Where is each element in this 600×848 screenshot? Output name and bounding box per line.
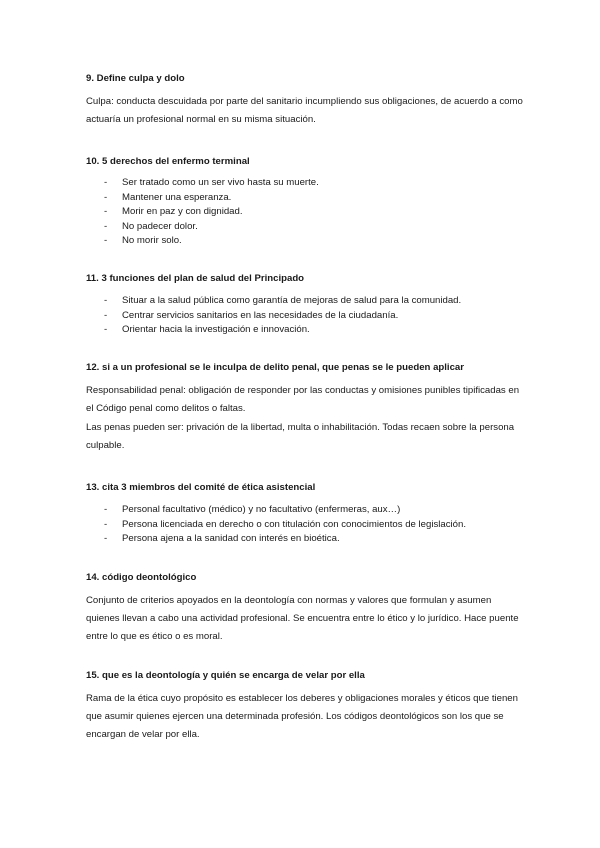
list-dash: -	[104, 518, 108, 530]
list-item	[104, 294, 461, 309]
list-item	[104, 220, 319, 235]
list-dash: -	[104, 324, 108, 336]
list-item-text: Persona ajena a la sanidad con interés en bioética.	[122, 533, 340, 545]
list-item	[104, 309, 461, 324]
heading-11: 11. 3 funciones del plan de salud del Principado	[86, 273, 305, 284]
list-13	[104, 503, 466, 547]
list-10	[104, 176, 319, 249]
list-item-text: Orientar hacia la investigación e innovación.	[122, 324, 310, 336]
paragraph-12-2: Las penas pueden ser: privación de la libertad, multa o inhabilitación. Todas recaen sobre la persona culpable.	[86, 422, 515, 451]
heading-15: 15. que es la deontología y quién se encarga de velar por ella	[86, 670, 365, 681]
list-item	[104, 205, 319, 220]
heading-9: 9. Define culpa y dolo	[86, 73, 185, 84]
paragraph-15-1: Rama de la ética cuyo propósito es establecer los deberes y obligaciones morales y éticos que tienen que asumir quienes ejercen una determinada profesión. Los códigos deontológicos son los que se encargan de velar por ella.	[86, 693, 518, 740]
list-item	[104, 518, 466, 533]
paragraph-9-1: Culpa: conducta descuidada por parte del sanitario incumpliendo sus obligaciones, de acuerdo a como actuaría un profesional normal en su misma situación.	[86, 96, 523, 125]
list-11	[104, 294, 461, 338]
heading-14: 14. código deontológico	[86, 572, 197, 583]
list-item-text: No morir solo.	[122, 235, 182, 247]
list-item-text: Centrar servicios sanitarios en las necesidades de la ciudadanía.	[122, 309, 399, 321]
list-item	[104, 191, 319, 206]
list-dash: -	[104, 295, 108, 306]
list-dash: -	[104, 177, 108, 188]
list-dash: -	[104, 309, 108, 321]
list-item	[104, 176, 319, 191]
heading-12: 12. si a un profesional se le inculpa de delito penal, que penas se le pueden aplicar	[86, 362, 465, 373]
list-item-text: Morir en paz y con dignidad.	[122, 206, 243, 218]
list-dash: -	[104, 191, 108, 203]
list-item	[104, 532, 466, 547]
list-item-text: Ser tratado como un ser vivo hasta su muerte.	[122, 177, 319, 188]
list-dash: -	[104, 220, 108, 232]
list-dash: -	[104, 206, 108, 218]
list-dash: -	[104, 504, 108, 515]
list-dash: -	[104, 533, 108, 545]
paragraph-12-1: Responsabilidad penal: obligación de responder por las conductas y omisiones punibles tipificadas en el Código penal como delitos o faltas.	[86, 385, 520, 414]
list-item-text: Personal facultativo (médico) y no facultativo (enfermeras, aux…)	[122, 504, 401, 515]
list-item-text: Mantener una esperanza.	[122, 191, 232, 203]
list-item	[104, 234, 319, 249]
list-item	[104, 323, 461, 338]
list-item	[104, 503, 466, 518]
heading-10: 10. 5 derechos del enfermo terminal	[86, 156, 250, 167]
list-item-text: Situar a la salud pública como garantía de mejoras de salud para la comunidad.	[122, 295, 462, 306]
list-item-text: No padecer dolor.	[122, 220, 198, 232]
list-item-text: Persona licenciada en derecho o con titulación con conocimientos de legislación.	[122, 518, 466, 530]
heading-13: 13. cita 3 miembros del comité de ética asistencial	[86, 482, 316, 493]
paragraph-14-1: Conjunto de criterios apoyados en la deontología con normas y valores que formulan y asumen quienes llevan a cabo una actividad profesional. Se encuentra entre lo ético y lo jurídico. Hace puente entre lo que es ético o es moral.	[86, 595, 519, 642]
list-dash: -	[104, 235, 108, 247]
